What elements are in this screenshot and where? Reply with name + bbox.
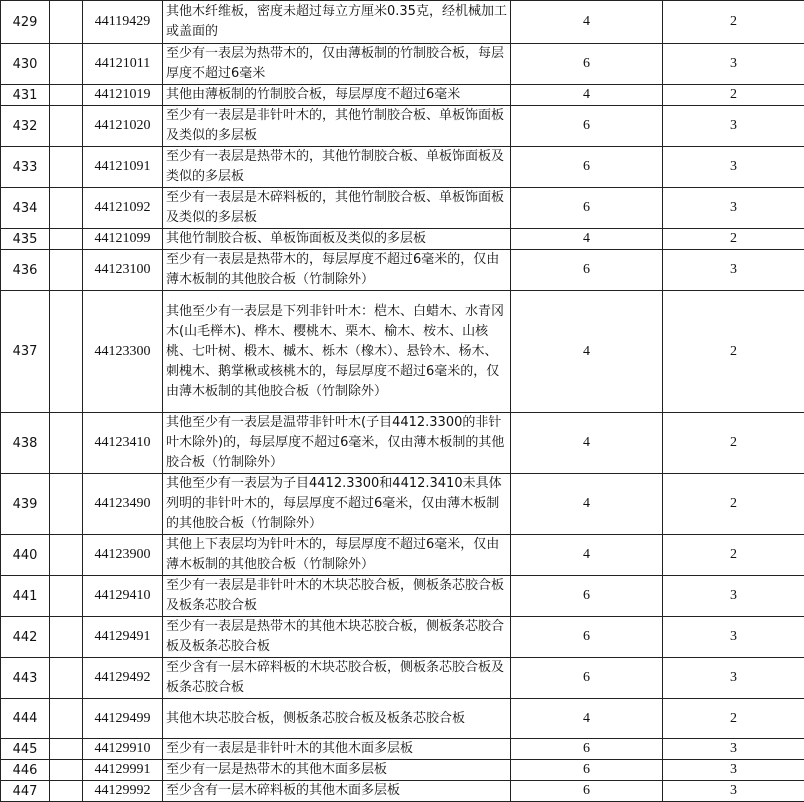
table-row bbox=[1, 658, 804, 699]
tariff-code-cell: 44129910 bbox=[83, 739, 163, 760]
rate-a-cell: 6 bbox=[511, 44, 663, 85]
table-row bbox=[1, 229, 804, 250]
rate-b-cell: 3 bbox=[663, 760, 804, 781]
rate-b-cell: 2 bbox=[663, 291, 804, 413]
tariff-code-cell: 44121092 bbox=[83, 188, 163, 229]
rate-b-cell: 3 bbox=[663, 781, 804, 802]
seq-cell: 446 bbox=[1, 760, 50, 781]
blank-cell bbox=[50, 1, 83, 44]
rate-a-cell: 6 bbox=[511, 250, 663, 291]
seq-cell: 437 bbox=[1, 291, 50, 413]
blank-cell bbox=[50, 85, 83, 106]
description-cell: 至少含有一层木碎料板的木块芯胶合板，侧板条芯胶合板及板条芯胶合板 bbox=[163, 658, 511, 699]
rate-a-cell: 6 bbox=[511, 147, 663, 188]
table-row bbox=[1, 576, 804, 617]
table-row bbox=[1, 106, 804, 147]
tariff-code-cell: 44129991 bbox=[83, 760, 163, 781]
rate-b-cell: 3 bbox=[663, 250, 804, 291]
rate-a-cell: 6 bbox=[511, 658, 663, 699]
blank-cell bbox=[50, 229, 83, 250]
rate-b-cell: 3 bbox=[663, 658, 804, 699]
rate-b-cell: 2 bbox=[663, 1, 804, 44]
table-row bbox=[1, 147, 804, 188]
description-cell: 其他上下表层均为针叶木的，每层厚度不超过6毫米，仅由薄木板制的其他胶合板（竹制除外） bbox=[163, 535, 511, 576]
tariff-code-cell: 44123300 bbox=[83, 291, 163, 413]
description-cell: 其他至少有一表层为子目4412.3300和4412.3410未具体列明的非针叶木的，每层厚度不超过6毫米，仅由薄木板制的其他胶合板（竹制除外） bbox=[163, 474, 511, 535]
description-cell: 其他竹制胶合板、单板饰面板及类似的多层板 bbox=[163, 229, 511, 250]
tariff-code-cell: 44129410 bbox=[83, 576, 163, 617]
blank-cell bbox=[50, 760, 83, 781]
blank-cell bbox=[50, 474, 83, 535]
tariff-code-cell: 44121091 bbox=[83, 147, 163, 188]
description-cell: 至少有一表层是热带木的，其他竹制胶合板、单板饰面板及类似的多层板 bbox=[163, 147, 511, 188]
table-row bbox=[1, 535, 804, 576]
blank-cell bbox=[50, 250, 83, 291]
rate-b-cell: 2 bbox=[663, 474, 804, 535]
table-row bbox=[1, 250, 804, 291]
rate-a-cell: 4 bbox=[511, 229, 663, 250]
rate-b-cell: 2 bbox=[663, 229, 804, 250]
rate-a-cell: 6 bbox=[511, 617, 663, 658]
rate-a-cell: 4 bbox=[511, 474, 663, 535]
tariff-code-cell: 44129492 bbox=[83, 658, 163, 699]
table-row bbox=[1, 474, 804, 535]
rate-b-cell: 3 bbox=[663, 576, 804, 617]
seq-cell: 443 bbox=[1, 658, 50, 699]
table-body bbox=[1, 1, 804, 802]
rate-b-cell: 2 bbox=[663, 699, 804, 739]
description-cell: 至少有一表层是非针叶木的，其他竹制胶合板、单板饰面板及类似的多层板 bbox=[163, 106, 511, 147]
rate-b-cell: 2 bbox=[663, 413, 804, 474]
rate-b-cell: 2 bbox=[663, 85, 804, 106]
rate-a-cell: 6 bbox=[511, 760, 663, 781]
description-cell: 至少有一表层是热带木的，每层厚度不超过6毫米的，仅由薄木板制的其他胶合板（竹制除外） bbox=[163, 250, 511, 291]
blank-cell bbox=[50, 106, 83, 147]
table-row bbox=[1, 781, 804, 802]
rate-a-cell: 6 bbox=[511, 739, 663, 760]
rate-a-cell: 6 bbox=[511, 106, 663, 147]
table-row bbox=[1, 760, 804, 781]
table-row bbox=[1, 188, 804, 229]
blank-cell bbox=[50, 188, 83, 229]
table-row bbox=[1, 44, 804, 85]
description-cell: 其他至少有一表层是下列非针叶木：桤木、白蜡木、水青冈木(山毛榉木)、桦木、樱桃木、栗木、榆木、桉木、山核桃、七叶树、椴木、槭木、栎木（橡木）、悬铃木、杨木、刺槐木、鹅掌楸或核桃木的，每层厚度不超过6毫米的，仅由薄木板制的其他胶合板（竹制除外） bbox=[163, 291, 511, 413]
description-cell: 至少有一表层是热带木的其他木块芯胶合板，侧板条芯胶合板及板条芯胶合板 bbox=[163, 617, 511, 658]
rate-b-cell: 3 bbox=[663, 44, 804, 85]
rate-a-cell: 4 bbox=[511, 1, 663, 44]
rate-a-cell: 4 bbox=[511, 699, 663, 739]
tariff-code-cell: 44121020 bbox=[83, 106, 163, 147]
blank-cell bbox=[50, 781, 83, 802]
description-cell: 至少有一层是热带木的其他木面多层板 bbox=[163, 760, 511, 781]
tariff-code-cell: 44129491 bbox=[83, 617, 163, 658]
seq-cell: 440 bbox=[1, 535, 50, 576]
description-cell: 至少有一表层是非针叶木的木块芯胶合板，侧板条芯胶合板及板条芯胶合板 bbox=[163, 576, 511, 617]
blank-cell bbox=[50, 576, 83, 617]
blank-cell bbox=[50, 658, 83, 699]
description-cell: 其他木纤维板，密度未超过每立方厘米0.35克，经机械加工或盖面的 bbox=[163, 1, 511, 44]
rate-a-cell: 4 bbox=[511, 291, 663, 413]
rate-b-cell: 3 bbox=[663, 147, 804, 188]
description-cell: 至少含有一层木碎料板的其他木面多层板 bbox=[163, 781, 511, 802]
seq-cell: 434 bbox=[1, 188, 50, 229]
seq-cell: 445 bbox=[1, 739, 50, 760]
blank-cell bbox=[50, 147, 83, 188]
description-cell: 其他至少有一表层是温带非针叶木(子目4412.3300的非针叶木除外)的，每层厚度不超过6毫米，仅由薄木板制的其他胶合板（竹制除外） bbox=[163, 413, 511, 474]
seq-cell: 438 bbox=[1, 413, 50, 474]
blank-cell bbox=[50, 291, 83, 413]
description-cell: 至少有一表层是木碎料板的，其他竹制胶合板、单板饰面板及类似的多层板 bbox=[163, 188, 511, 229]
rate-a-cell: 4 bbox=[511, 535, 663, 576]
rate-b-cell: 3 bbox=[663, 188, 804, 229]
seq-cell: 431 bbox=[1, 85, 50, 106]
seq-cell: 439 bbox=[1, 474, 50, 535]
seq-cell: 430 bbox=[1, 44, 50, 85]
tariff-code-cell: 44123410 bbox=[83, 413, 163, 474]
tariff-code-cell: 44119429 bbox=[83, 1, 163, 44]
seq-cell: 442 bbox=[1, 617, 50, 658]
seq-cell: 441 bbox=[1, 576, 50, 617]
description-cell: 其他木块芯胶合板，侧板条芯胶合板及板条芯胶合板 bbox=[163, 699, 511, 739]
description-cell: 至少有一表层为热带木的，仅由薄板制的竹制胶合板，每层厚度不超过6毫米 bbox=[163, 44, 511, 85]
seq-cell: 444 bbox=[1, 699, 50, 739]
rate-a-cell: 4 bbox=[511, 413, 663, 474]
tariff-code-cell: 44121099 bbox=[83, 229, 163, 250]
tariff-code-cell: 44121011 bbox=[83, 44, 163, 85]
seq-cell: 447 bbox=[1, 781, 50, 802]
seq-cell: 429 bbox=[1, 1, 50, 44]
seq-cell: 436 bbox=[1, 250, 50, 291]
rate-a-cell: 6 bbox=[511, 188, 663, 229]
blank-cell bbox=[50, 535, 83, 576]
tariff-code-cell: 44123100 bbox=[83, 250, 163, 291]
rate-a-cell: 4 bbox=[511, 85, 663, 106]
table-row bbox=[1, 85, 804, 106]
rate-b-cell: 2 bbox=[663, 535, 804, 576]
table-row bbox=[1, 413, 804, 474]
blank-cell bbox=[50, 44, 83, 85]
tariff-code-cell: 44121019 bbox=[83, 85, 163, 106]
blank-cell bbox=[50, 617, 83, 658]
rate-a-cell: 6 bbox=[511, 781, 663, 802]
tariff-code-cell: 44123900 bbox=[83, 535, 163, 576]
blank-cell bbox=[50, 739, 83, 760]
tariff-code-cell: 44123490 bbox=[83, 474, 163, 535]
seq-cell: 435 bbox=[1, 229, 50, 250]
table-row bbox=[1, 699, 804, 739]
table-row bbox=[1, 739, 804, 760]
table-row bbox=[1, 617, 804, 658]
blank-cell bbox=[50, 699, 83, 739]
tariff-code-cell: 44129992 bbox=[83, 781, 163, 802]
rate-a-cell: 6 bbox=[511, 576, 663, 617]
rate-b-cell: 3 bbox=[663, 739, 804, 760]
table-row bbox=[1, 1, 804, 44]
seq-cell: 433 bbox=[1, 147, 50, 188]
blank-cell bbox=[50, 413, 83, 474]
rate-b-cell: 3 bbox=[663, 106, 804, 147]
rate-b-cell: 3 bbox=[663, 617, 804, 658]
tariff-code-cell: 44129499 bbox=[83, 699, 163, 739]
table-row bbox=[1, 291, 804, 413]
description-cell: 其他由薄板制的竹制胶合板，每层厚度不超过6毫米 bbox=[163, 85, 511, 106]
seq-cell: 432 bbox=[1, 106, 50, 147]
description-cell: 至少有一表层是非针叶木的其他木面多层板 bbox=[163, 739, 511, 760]
